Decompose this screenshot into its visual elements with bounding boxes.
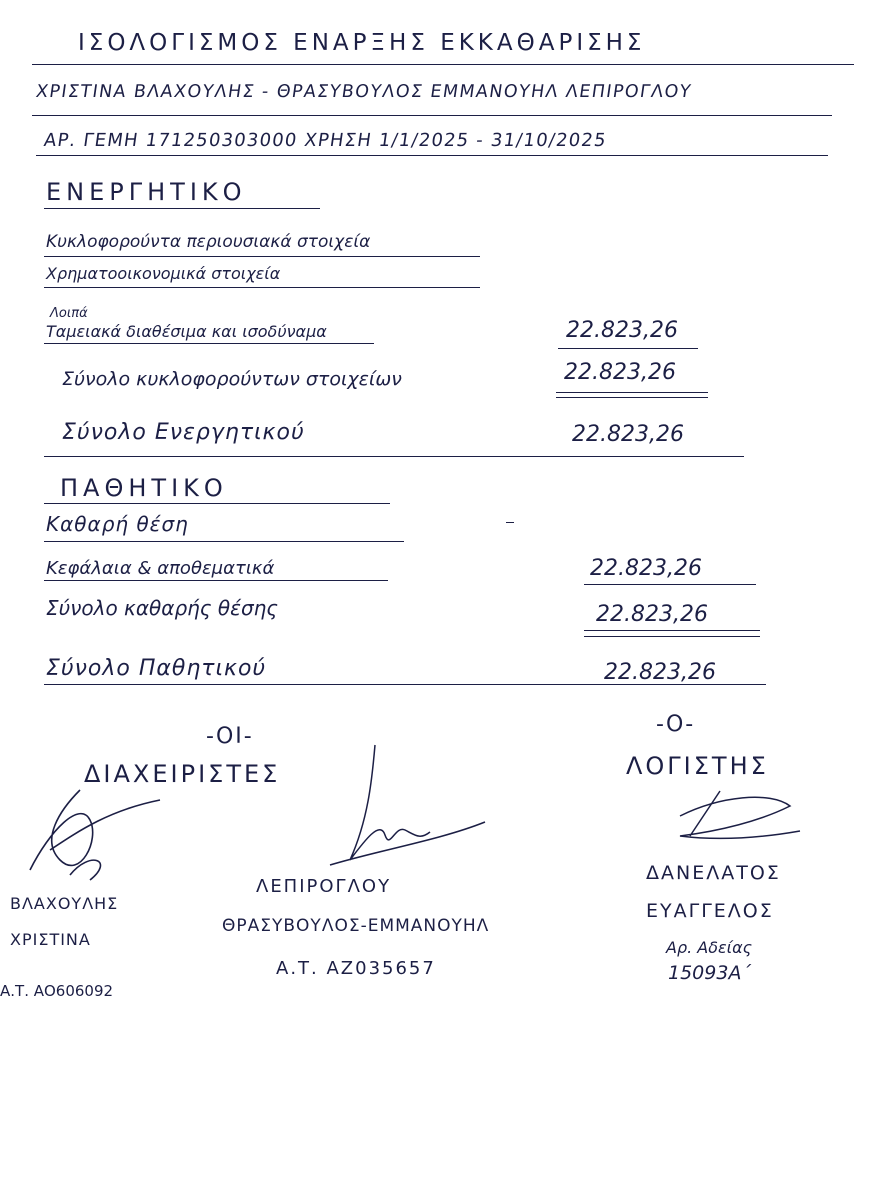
total-liabilities-value: 22.823,26: [604, 660, 716, 685]
title-underline: [32, 64, 854, 65]
total-net-underline-1: [584, 630, 760, 631]
accountant-article: -Ο-: [656, 712, 696, 737]
other-label: Λοιπά: [50, 306, 88, 321]
accountant-surname: ΔΑΝΕΛΑΤΟΣ: [646, 862, 781, 884]
stray-mark: [506, 522, 514, 523]
current-assets-label: Κυκλοφορούντα περιουσιακά στοιχεία: [46, 232, 371, 252]
total-current-label: Σύνολο κυκλοφορούντων στοιχείων: [62, 368, 402, 390]
company-underline: [32, 115, 832, 116]
manager1-id: Α.Τ. ΑΟ606092: [0, 982, 114, 1000]
current-assets-underline: [44, 256, 480, 257]
net-position-underline: [44, 541, 404, 542]
accountant-signature: [660, 786, 810, 856]
total-assets-label: Σύνολο Ενεργητικού: [62, 420, 305, 445]
manager2-surname: ΛΕΠΙΡΟΓΛΟΥ: [256, 876, 392, 897]
manager1-surname: ΒΛΑΧΟΥΛΗΣ: [10, 894, 119, 913]
capital-underline: [44, 580, 388, 581]
company-name: ΧΡΙΣΤΙΝΑ ΒΛΑΧΟΥΛΗΣ - ΘΡΑΣΥΒΟΥΛΟΣ ΕΜΜΑΝΟΥΗΛ ΛΕΠΙΡΟΓΛΟΥ: [34, 82, 694, 102]
cash-value-underline: [558, 348, 698, 349]
capital-value: 22.823,26: [590, 556, 702, 581]
manager2-name: ΘΡΑΣΥΒΟΥΛΟΣ-ΕΜΜΑΝΟΥΗΛ: [222, 916, 490, 936]
accountant-name: ΕΥΑΓΓΕΛΟΣ: [646, 900, 774, 922]
liabilities-heading: ΠΑΘΗΤΙΚΟ: [60, 474, 228, 502]
cash-value: 22.823,26: [566, 318, 678, 343]
liabilities-heading-underline: [44, 503, 390, 504]
manager1-name: ΧΡΙΣΤΙΝΑ: [10, 930, 91, 949]
manager2-id: Α.Τ. ΑΖ035657: [276, 958, 436, 979]
capital-value-underline: [584, 584, 756, 585]
gemi-underline: [36, 155, 828, 156]
total-net-value: 22.823,26: [596, 602, 708, 627]
managers-article: -ΟΙ-: [206, 724, 254, 749]
total-assets-underline: [44, 456, 744, 457]
total-current-underline-2: [556, 397, 708, 398]
capital-label: Κεφάλαια & αποθεματικά: [46, 558, 275, 579]
manager1-signature: [20, 780, 170, 900]
financial-items-underline: [44, 287, 480, 288]
manager2-signature: [290, 740, 490, 880]
total-liabilities-label: Σύνολο Παθητικού: [46, 656, 267, 681]
accountant-license-no: 15093Α΄: [668, 962, 751, 984]
assets-heading-underline: [44, 208, 320, 209]
managers-title: ΔΙΑΧΕΙΡΙΣΤΕΣ: [84, 760, 281, 788]
total-current-underline-1: [556, 392, 708, 393]
assets-heading: ΕΝΕΡΓΗΤΙΚΟ: [46, 178, 247, 206]
accountant-title: ΛΟΓΙΣΤΗΣ: [626, 752, 769, 780]
financial-items-label: Χρηματοοικονομικά στοιχεία: [46, 264, 281, 283]
total-current-value: 22.823,26: [564, 360, 676, 385]
cash-underline: [44, 343, 374, 344]
net-position-label: Καθαρή θέση: [46, 512, 189, 536]
total-net-label: Σύνολο καθαρής θέσης: [46, 596, 279, 620]
cash-label: Ταμειακά διαθέσιμα και ισοδύναμα: [46, 322, 327, 341]
total-net-underline-2: [584, 636, 760, 637]
document-title: ΙΣΟΛΟΓΙΣΜΟΣ ΕΝΑΡΞΗΣ ΕΚΚΑΘΑΡΙΣΗΣ: [78, 30, 646, 56]
total-assets-value: 22.823,26: [572, 422, 684, 447]
accountant-license-label: Αρ. Αδείας: [666, 938, 753, 957]
total-liabilities-underline: [44, 684, 766, 685]
gemi-and-period: ΑΡ. ΓΕΜΗ 171250303000 ΧΡΗΣΗ 1/1/2025 - 31/10/2025: [42, 130, 609, 151]
